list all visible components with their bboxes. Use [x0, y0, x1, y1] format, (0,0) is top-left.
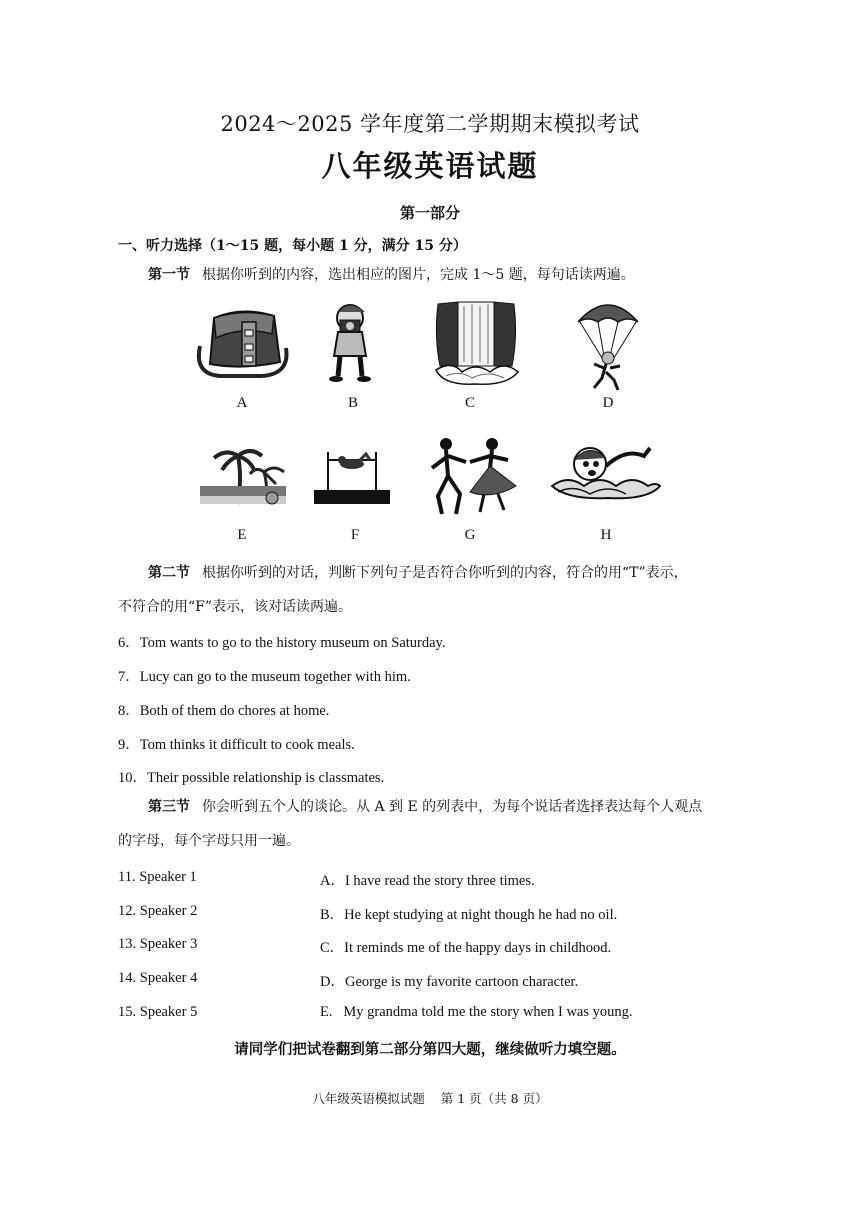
- main-title: 八年级英语试题: [321, 149, 539, 183]
- subsection-3-text-line2: 的字母，每个字母只用一遍。: [118, 833, 300, 849]
- statement-item: 9．Tom thinks it difficult to cook meals.: [118, 737, 355, 753]
- picture-label-a: A: [236, 395, 248, 411]
- speaker-item: 11. Speaker 1: [118, 869, 197, 885]
- page-footer: 八年级英语模拟试题 第 1 页（共 8 页）: [312, 1091, 548, 1106]
- subsection-2-label: 第二节: [148, 565, 190, 581]
- subsection-3-instruction: [148, 796, 748, 818]
- subsection-3-label: 第三节: [148, 799, 190, 815]
- picture-label-e: E: [237, 527, 247, 543]
- subsection-3-text-line1: 你会听到五个人的谈论。从 A 到 E 的列表中，为每个说话者选择表达每个人观点: [202, 799, 703, 815]
- subsection-2-text-line2: 不符合的用“F”表示，该对话读两遍。: [118, 599, 353, 615]
- statement-item: 10．Their possible relationship is classmates.: [118, 770, 385, 786]
- picture-label-g: G: [464, 527, 476, 543]
- swimmer-icon: [548, 438, 664, 512]
- waterfall-icon: [432, 296, 520, 392]
- turn-page-notice: 请同学们把试卷翻到第二部分第四大题，继续做听力填空题。: [234, 1041, 626, 1058]
- statement-item: 7．Lucy can go to the museum together with him.: [118, 669, 411, 685]
- picture-label-h: H: [600, 527, 612, 543]
- subsection-1-label: 第一节: [148, 267, 190, 283]
- part-title: 第一部分: [399, 204, 460, 222]
- option-item: A．I have read the story three times.: [320, 873, 535, 889]
- picture-label-c: C: [464, 395, 475, 411]
- parachute-icon: [572, 296, 644, 396]
- statement-item: 6．Tom wants to go to the history museum on Saturday.: [118, 635, 446, 651]
- option-item: B．He kept studying at night though he had no oil.: [320, 907, 618, 923]
- speaker-item: 12. Speaker 2: [118, 903, 198, 919]
- handbag-icon: [192, 304, 292, 386]
- subsection-2-text-line1: 根据你听到的对话，判断下列句子是否符合你听到的内容，符合的用“T”表示，: [202, 565, 688, 581]
- beach-palm-trees-icon: [198, 446, 288, 512]
- speaker-item: 15. Speaker 5: [118, 1004, 198, 1020]
- picture-label-d: D: [602, 395, 614, 411]
- statement-item: 8．Both of them do chores at home.: [118, 703, 330, 719]
- picture-label-b: B: [347, 395, 358, 411]
- option-item: D．George is my favorite cartoon character.: [320, 974, 579, 990]
- section-heading-listening: 一、听力选择（1～15 题，每小题 1 分，满分 15 分）: [118, 238, 467, 254]
- speaker-item: 13. Speaker 3: [118, 936, 198, 952]
- boy-taking-photo-icon: [326, 300, 376, 388]
- picture-label-f: F: [350, 527, 360, 543]
- high-jump-icon: [312, 446, 392, 514]
- subsection-2-instruction: [148, 562, 748, 584]
- exam-title: 2024～2025 学年度第二学期期末模拟考试: [220, 112, 640, 136]
- option-item: E. My grandma told me the story when I was young.: [320, 1004, 633, 1020]
- speaker-item: 14. Speaker 4: [118, 970, 198, 986]
- subsection-1-text: 根据你听到的内容，选出相应的图片，完成 1～5 题，每句话读两遍。: [202, 267, 635, 283]
- option-item: C．It reminds me of the happy days in childhood.: [320, 940, 612, 956]
- subsection-1-instruction: [148, 264, 635, 286]
- dancing-couple-icon: [426, 434, 522, 528]
